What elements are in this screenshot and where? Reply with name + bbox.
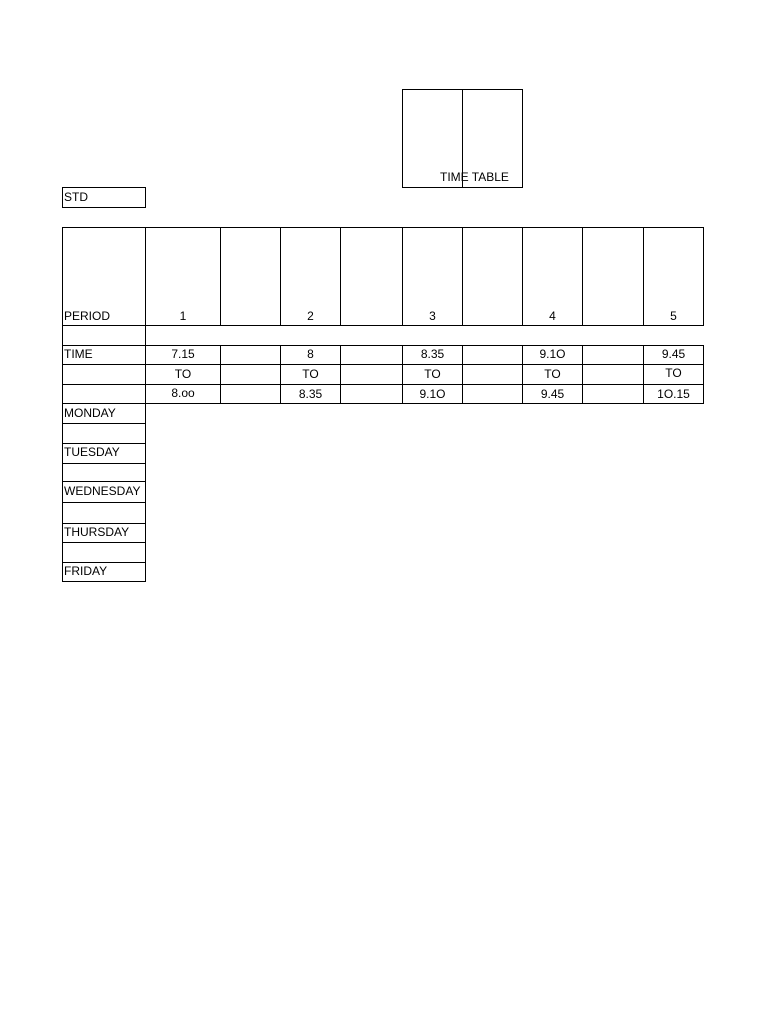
day-spacer bbox=[62, 542, 146, 563]
period-number: 2 bbox=[307, 309, 314, 323]
time-from: 8.35 bbox=[420, 347, 445, 361]
time-from: 9.1O bbox=[539, 347, 566, 361]
time-to: 1O.15 bbox=[657, 387, 690, 401]
time-from: 9.45 bbox=[661, 347, 686, 361]
row-divider bbox=[62, 384, 704, 385]
time-to-sep: TO bbox=[424, 367, 441, 381]
day-label-monday: MONDAY bbox=[64, 406, 116, 420]
day-label-tuesday: TUESDAY bbox=[64, 445, 120, 459]
day-label-thursday: THURSDAY bbox=[64, 525, 130, 539]
time-label: TIME bbox=[64, 347, 93, 361]
time-from: 8 bbox=[307, 347, 314, 361]
col-divider bbox=[340, 345, 341, 404]
day-label-wednesday: WEDNESDAY bbox=[64, 484, 141, 498]
page-title: TIME TABLE bbox=[440, 170, 509, 184]
time-to-sep: TO bbox=[544, 367, 561, 381]
time-to-sep: TO bbox=[302, 367, 319, 381]
day-label-friday: FRIDAY bbox=[64, 564, 108, 578]
col-divider bbox=[582, 227, 583, 326]
col-divider bbox=[340, 227, 341, 326]
period-label: PERIOD bbox=[64, 309, 111, 323]
time-to: 8.35 bbox=[298, 387, 323, 401]
row-divider bbox=[62, 364, 704, 365]
time-to-sep: TO bbox=[665, 366, 682, 380]
time-to: 8.oo bbox=[171, 386, 195, 400]
col-divider bbox=[582, 345, 583, 404]
period-number: 1 bbox=[179, 309, 187, 323]
std-label: STD bbox=[64, 190, 88, 204]
spacer-cell bbox=[62, 325, 146, 346]
col-divider bbox=[462, 227, 463, 326]
col-divider bbox=[220, 345, 221, 404]
period-number: 5 bbox=[670, 309, 677, 323]
day-spacer bbox=[62, 423, 146, 444]
time-to: 9.1O bbox=[419, 387, 446, 401]
period-number: 4 bbox=[549, 309, 556, 323]
col-divider bbox=[220, 227, 221, 326]
col-divider bbox=[462, 345, 463, 404]
time-to-sep: TO bbox=[174, 367, 192, 381]
period-number: 3 bbox=[429, 309, 436, 323]
time-from: 7.15 bbox=[171, 347, 195, 361]
day-spacer bbox=[62, 463, 146, 482]
day-spacer bbox=[62, 502, 146, 524]
time-to: 9.45 bbox=[540, 387, 565, 401]
